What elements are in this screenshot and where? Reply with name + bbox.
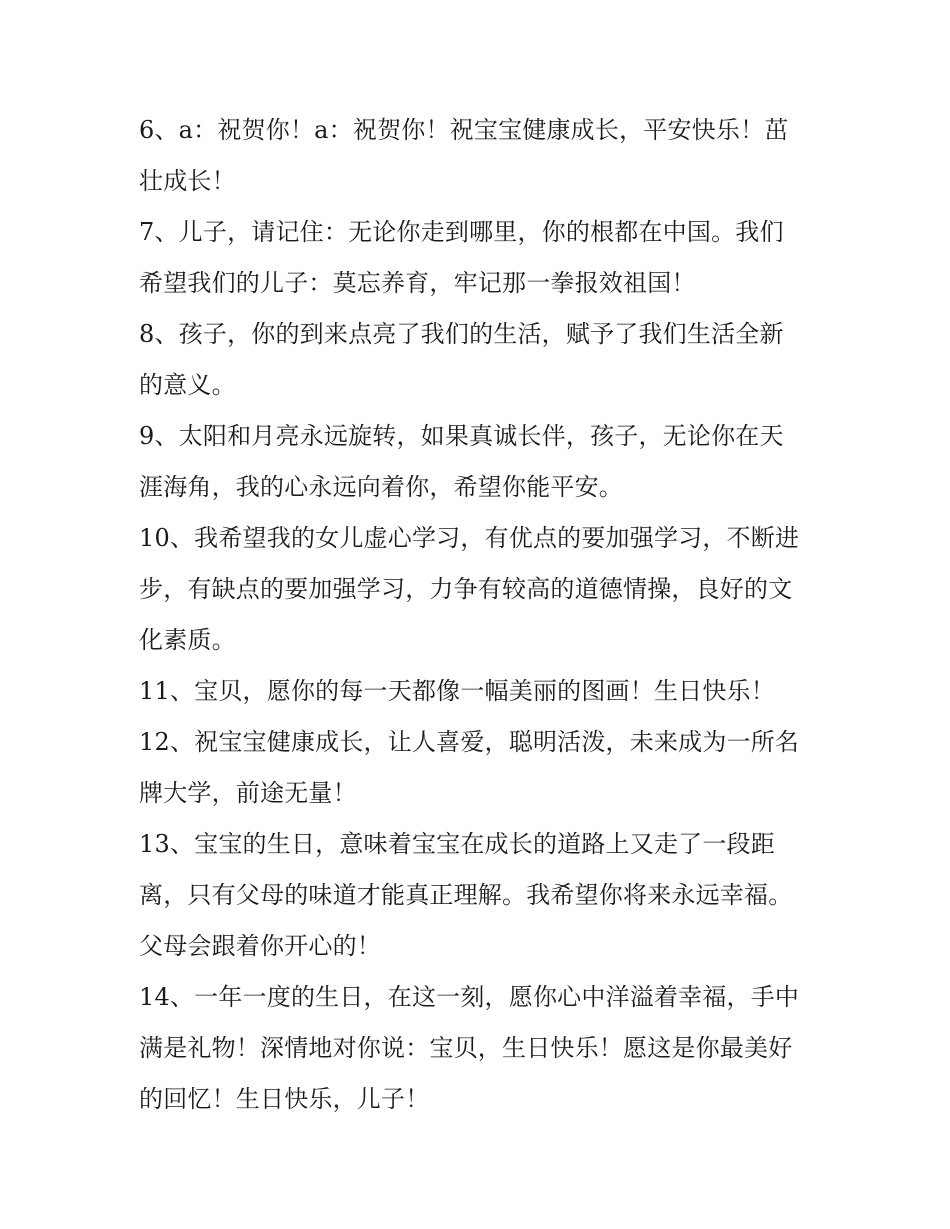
- text-line: 12、祝宝宝健康成长，让人喜爱，聪明活泼，未来成为一所名: [139, 728, 800, 756]
- text-line: 10、我希望我的女儿虚心学习，有优点的要加强学习，不断进: [139, 524, 800, 552]
- text-line: 13、宝宝的生日，意味着宝宝在成长的道路上又走了一段距: [139, 830, 775, 858]
- text-line: 的意义。: [139, 371, 236, 399]
- text-line: 11、宝贝，愿你的每一天都像一幅美丽的图画！生日快乐！: [139, 677, 775, 705]
- text-line: 7、儿子，请记住：无论你走到哪里，你的根都在中国。我们: [139, 218, 784, 246]
- text-line: 满是礼物！深情地对你说：宝贝，生日快乐！愿这是你最美好: [139, 1034, 793, 1062]
- text-line: 牌大学，前途无量！: [139, 779, 357, 807]
- text-line: 步，有缺点的要加强学习，力争有较高的道德情操，良好的文: [139, 575, 793, 603]
- text-line: 父母会跟着你开心的！: [139, 932, 381, 960]
- text-line: 化素质。: [139, 626, 236, 654]
- text-line: 14、一年一度的生日，在这一刻，愿你心中洋溢着幸福，手中: [139, 983, 800, 1011]
- document-body: [139, 105, 819, 1125]
- text-line: 9、太阳和月亮永远旋转，如果真诚长伴，孩子，无论你在天: [139, 422, 784, 450]
- text-line: 涯海角，我的心永远向着你，希望你能平安。: [139, 473, 623, 501]
- text-line: 的回忆！生日快乐，儿子！: [139, 1085, 430, 1113]
- text-line: 6、a：祝贺你！a：祝贺你！祝宝宝健康成长，平安快乐！茁: [139, 116, 789, 144]
- text-line: 离，只有父母的味道才能真正理解。我希望你将来永远幸福。: [139, 881, 793, 909]
- text-line: 壮成长！: [139, 167, 236, 195]
- text-line: 希望我们的儿子：莫忘养育，牢记那一拳报效祖国！: [139, 269, 696, 297]
- text-line: 8、孩子，你的到来点亮了我们的生活，赋予了我们生活全新: [139, 320, 784, 348]
